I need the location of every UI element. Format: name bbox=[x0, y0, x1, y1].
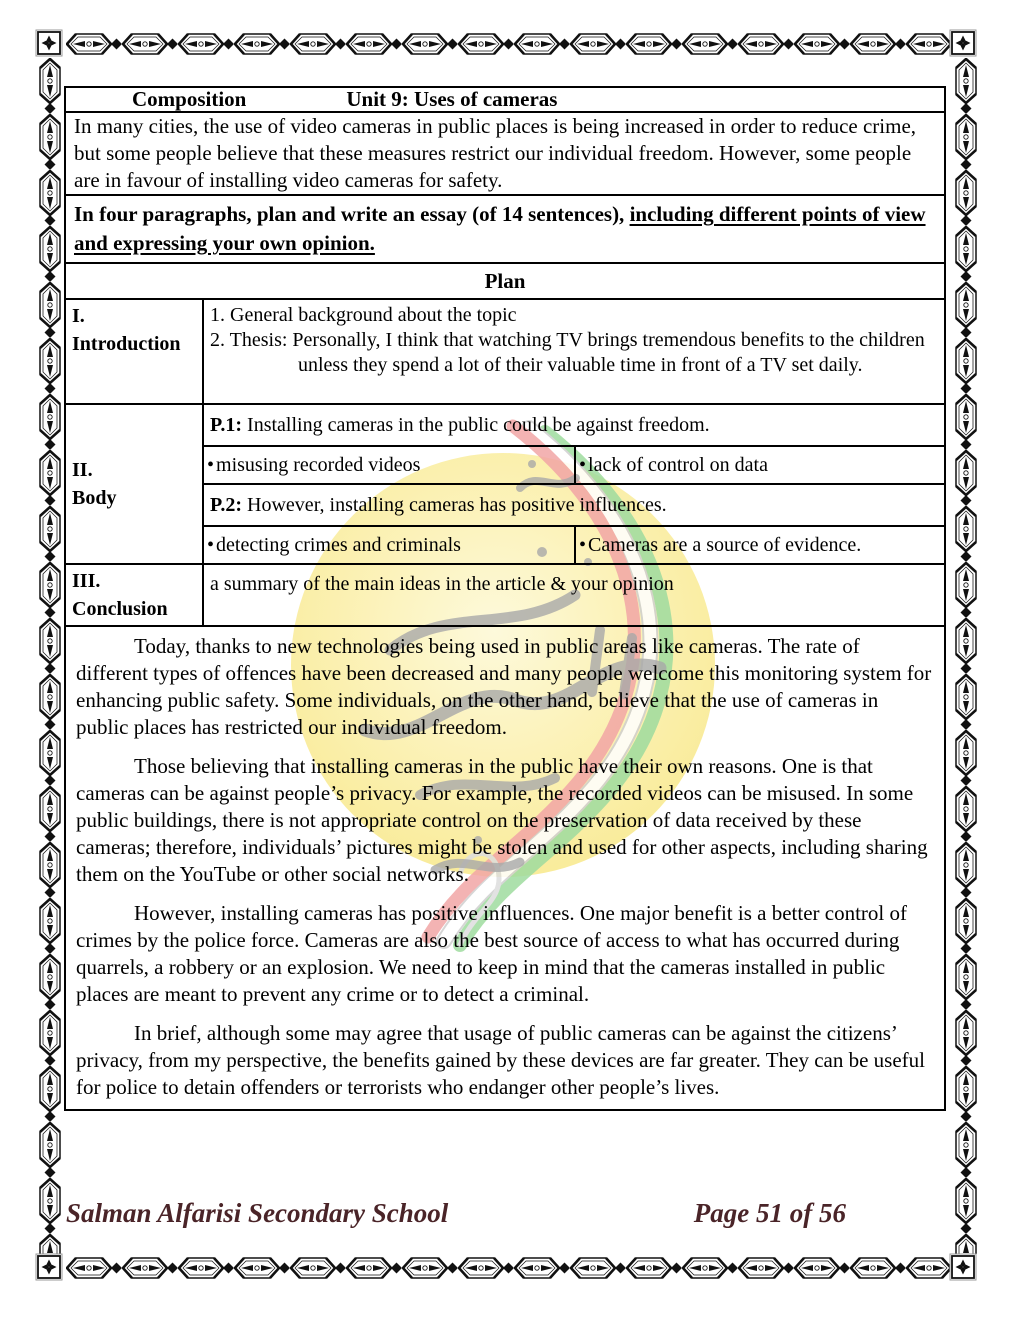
introduction-notes bbox=[204, 300, 944, 403]
task-bold-text: In four paragraphs, plan and write an essay (of 14 sentences), bbox=[74, 202, 630, 226]
p2-text: However, installing cameras has positive influences. bbox=[242, 494, 667, 516]
school-name: Salman Alfarisi Secondary School bbox=[66, 1198, 449, 1228]
bullet-item: • misusing recorded videos bbox=[204, 447, 574, 483]
p1-bullet-row bbox=[204, 447, 944, 485]
section-label: Introduction bbox=[72, 333, 181, 355]
note-item: 2. Thesis: Personally, I think that watching TV brings tremendous benefits to the children unless they spend a lot of their valuable time in front of a TV set daily. bbox=[210, 329, 925, 376]
section-label: Body bbox=[72, 487, 117, 509]
plan-row-conclusion bbox=[64, 563, 946, 627]
border-bottom bbox=[66, 1254, 950, 1282]
doc-title-unit: Unit 9: Uses of cameras bbox=[346, 87, 558, 111]
p1-text: Installing cameras in the public could be against freedom. bbox=[242, 414, 710, 436]
section-numeral: II. bbox=[72, 459, 93, 481]
page-number: Page 51 of 56 bbox=[693, 1198, 846, 1228]
bullet-item: • lack of control on data bbox=[574, 447, 944, 483]
p2-bullet-row bbox=[204, 527, 944, 563]
border-top bbox=[66, 30, 950, 58]
section-numeral: I. bbox=[72, 305, 85, 327]
plan-row-introduction bbox=[64, 298, 946, 405]
essay-paragraph: In brief, although some may agree that usage of public cameras can be against the citizens’ privacy, from my perspective, the benefits gained by these devices are far greater. They can be useful for police to detain offenders or terrorists who endanger other people’s lives. bbox=[76, 1021, 925, 1099]
paragraph-1-heading bbox=[204, 405, 944, 447]
border-corner-bottom-left-icon bbox=[34, 1252, 64, 1282]
bullet-item: • detecting crimes and criminals bbox=[204, 527, 574, 563]
task-instructions bbox=[64, 194, 946, 264]
task-underlined-text: including different points of view and expressing your own opinion. bbox=[74, 202, 926, 255]
topic-introduction-text: In many cities, the use of video cameras in public places is being increased in order to reduce crime, but some people believe that these measures restrict our individual freedom. However, some people are in favour of installing video cameras for safety. bbox=[64, 111, 946, 196]
border-right bbox=[952, 58, 980, 1254]
plan-label-conclusion bbox=[66, 565, 204, 625]
plan-row-body bbox=[64, 403, 946, 565]
border-corner-bottom-right-icon bbox=[948, 1252, 978, 1282]
border-corner-top-left-icon bbox=[34, 28, 64, 58]
doc-title-composition: Composition bbox=[132, 87, 247, 111]
essay-paragraph: Those believing that installing cameras in the public have their own reasons. One is that cameras can be against people’s privacy. For example, the recorded videos can be misused. In some public buildings, there is not appropriate control on the preservation of data received by these cameras; therefore, individuals’ pictures might be stolen and used for other aspects, including sharing them on the YouTube or other social networks. bbox=[76, 754, 928, 886]
note-item: 1. General background about the topic bbox=[210, 304, 517, 326]
paragraph-2-heading bbox=[204, 485, 944, 527]
body-notes bbox=[204, 405, 944, 563]
page-footer bbox=[66, 1198, 954, 1229]
essay-paragraph: However, installing cameras has positive influences. One major benefit is a better control of crimes by the police force. Cameras are also the best source of access to what has occurred during quarrels, a robbery or an explosion. We need to keep in mind that the cameras installed in public places are meant to prevent any crime or to detect a criminal. bbox=[76, 901, 907, 1006]
title-row bbox=[64, 86, 946, 113]
p2-label: P.2: bbox=[210, 494, 243, 516]
essay-paragraph: Today, thanks to new technologies being used in public areas like cameras. The rate of different types of offences have been decreased and many people welcome this monitoring system for enhancing public safety. Some individuals, on the other hand, believe that the use of cameras in public places has restricted our individual freedom. bbox=[76, 634, 932, 739]
plan-label-introduction bbox=[66, 300, 204, 403]
worksheet-table bbox=[64, 88, 946, 1111]
bullet-item: • Cameras are a source of evidence. bbox=[574, 527, 944, 563]
model-essay bbox=[64, 625, 946, 1111]
border-left bbox=[36, 58, 64, 1254]
border-corner-top-right-icon bbox=[948, 28, 978, 58]
section-numeral: III. bbox=[72, 570, 101, 592]
plan-label-body bbox=[66, 405, 204, 563]
plan-heading: Plan bbox=[64, 262, 946, 300]
conclusion-summary: a summary of the main ideas in the article & your opinion bbox=[210, 573, 674, 595]
p1-label: P.1: bbox=[210, 414, 243, 436]
section-label: Conclusion bbox=[72, 598, 168, 620]
